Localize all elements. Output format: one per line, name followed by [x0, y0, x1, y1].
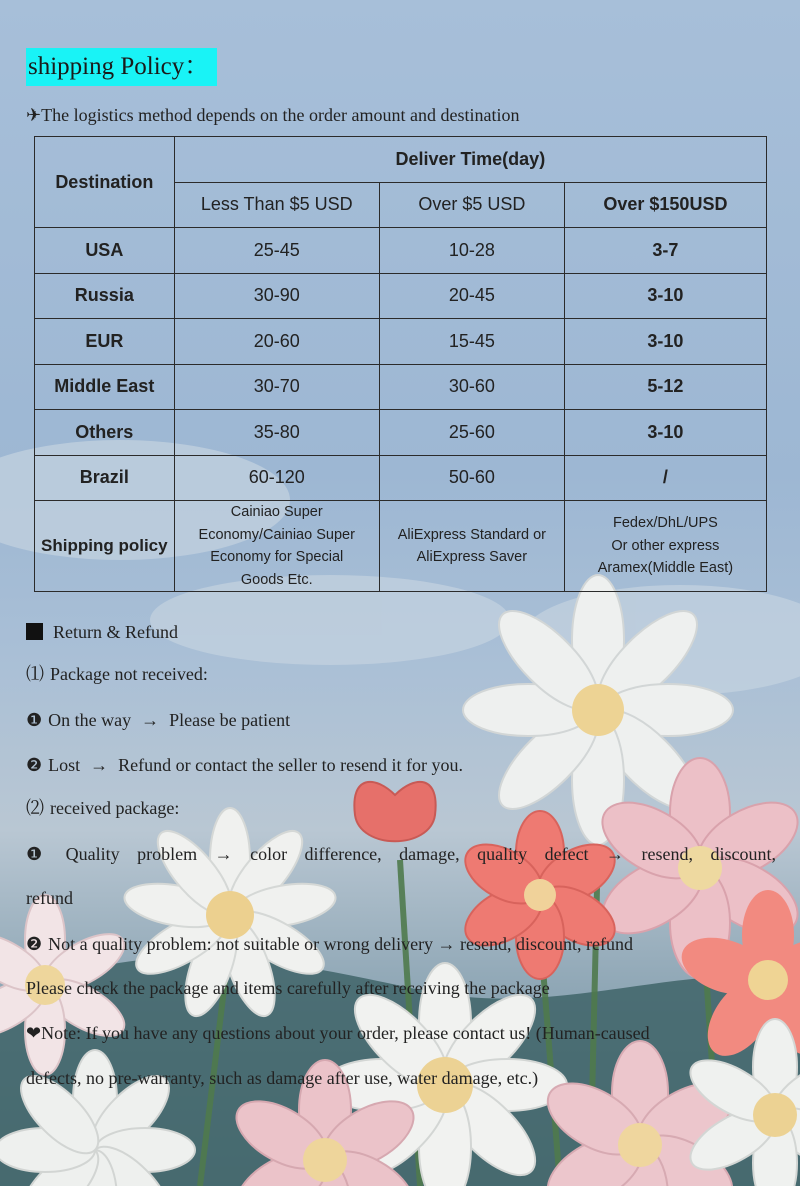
not-quality-problem-text: Not a quality problem: not suitable or wrong delivery → resend, discount, refund: [48, 934, 634, 954]
table-cell: 20-45: [379, 273, 564, 319]
policy-line: Economy for Special: [210, 549, 344, 565]
destination-cell: Brazil: [35, 455, 175, 501]
column-header: Less Than $5 USD: [174, 182, 379, 228]
header-deliver-time: Deliver Time(day): [174, 137, 766, 183]
black-square-icon: [26, 623, 43, 640]
destination-cell: EUR: [35, 319, 175, 365]
table-cell: 3-10: [564, 410, 766, 456]
policy-line: Fedex/DhL/UPS: [613, 515, 718, 532]
policy-cell-express: [564, 501, 766, 592]
destination-cell: Middle East: [35, 364, 175, 410]
filled-circle-2-icon: ❷: [26, 755, 43, 776]
filled-circle-1-icon: ❶: [26, 844, 43, 865]
table-cell: 5-12: [564, 364, 766, 410]
column-header: Over $5 USD: [379, 182, 564, 228]
table-cell: 15-45: [379, 319, 564, 365]
table-cell: 10-28: [379, 228, 564, 274]
table-cell: 30-90: [174, 273, 379, 319]
policy-label: Shipping policy: [35, 501, 175, 592]
destination-cell: Others: [35, 410, 175, 456]
note-continuation: defects, no pre-warranty, such as damage after use, water damage, etc.): [26, 1068, 539, 1088]
policy-line: Economy/Cainiao Super: [198, 526, 355, 543]
item-action: Refund or contact the seller to resend it for you.: [118, 755, 464, 775]
page-title: shipping Policy：: [26, 48, 217, 86]
table-cell: 3-10: [564, 319, 766, 365]
shipping-table: [34, 136, 767, 592]
table-row: [35, 455, 767, 501]
lost-item: [26, 753, 463, 778]
package-not-received: [26, 662, 208, 687]
policy-cell-aliexpress: [379, 501, 564, 592]
number-1-icon: ⑴: [26, 664, 44, 685]
item-label: On the way: [48, 710, 132, 730]
note-line: ❤Note: If you have any questions about your order, please contact us! (Human-caused: [26, 1023, 650, 1043]
item-label: Lost: [48, 755, 81, 775]
table-row: [35, 319, 767, 365]
subheading-text: received package:: [50, 798, 180, 818]
table-header-row: [35, 137, 767, 183]
table-row: [35, 410, 767, 456]
table-cell: 60-120: [174, 455, 379, 501]
destination-cell: Russia: [35, 273, 175, 319]
return-refund-heading: [26, 620, 178, 644]
table-cell: 25-45: [174, 228, 379, 274]
filled-circle-1-icon: ❶: [26, 710, 43, 731]
column-header: Over $150USD: [564, 182, 766, 228]
policy-line: Or other express: [611, 537, 720, 554]
policy-line: Aramex(Middle East): [597, 560, 734, 577]
table-cell: 30-60: [379, 364, 564, 410]
policy-cell-cainiao: [174, 501, 379, 592]
policy-line: Cainiao Super: [230, 504, 323, 520]
table-cell: 30-70: [174, 364, 379, 410]
intro-text: ✈The logistics method depends on the order amount and destination: [26, 105, 520, 125]
table-cell: 25-60: [379, 410, 564, 456]
policy-line: AliExpress Saver: [416, 549, 528, 565]
policy-line: Goods Etc.: [240, 571, 313, 588]
received-package: [26, 796, 179, 821]
on-the-way-item: [26, 708, 290, 733]
right-arrow-icon: →: [90, 755, 109, 775]
table-cell: 3-10: [564, 273, 766, 319]
quality-problem-continuation: refund: [26, 888, 73, 908]
right-arrow-icon: →: [141, 710, 160, 730]
subheading-text: Package not received:: [50, 664, 208, 684]
check-package-text: Please check the package and items carefully after receiving the package: [26, 978, 550, 998]
table-row: [35, 364, 767, 410]
policy-line: AliExpress Standard or: [397, 526, 546, 543]
quality-problem-text: Quality problem → color difference, damage, quality defect → resend, discount,: [65, 844, 777, 864]
table-cell: 3-7: [564, 228, 766, 274]
header-destination: Destination: [35, 137, 175, 228]
filled-circle-2-icon: ❷: [26, 934, 43, 955]
table-cell: 35-80: [174, 410, 379, 456]
not-quality-problem-line: [26, 932, 633, 957]
destination-cell: USA: [35, 228, 175, 274]
heading-text: Return & Refund: [53, 622, 178, 642]
item-action: Please be patient: [169, 710, 291, 730]
number-2-icon: ⑵: [26, 798, 44, 819]
table-cell: 20-60: [174, 319, 379, 365]
quality-problem-line: [26, 842, 776, 867]
shipping-policy-row: [35, 501, 767, 592]
table-row: [35, 228, 767, 274]
table-row: [35, 273, 767, 319]
table-cell: /: [564, 455, 766, 501]
table-cell: 50-60: [379, 455, 564, 501]
